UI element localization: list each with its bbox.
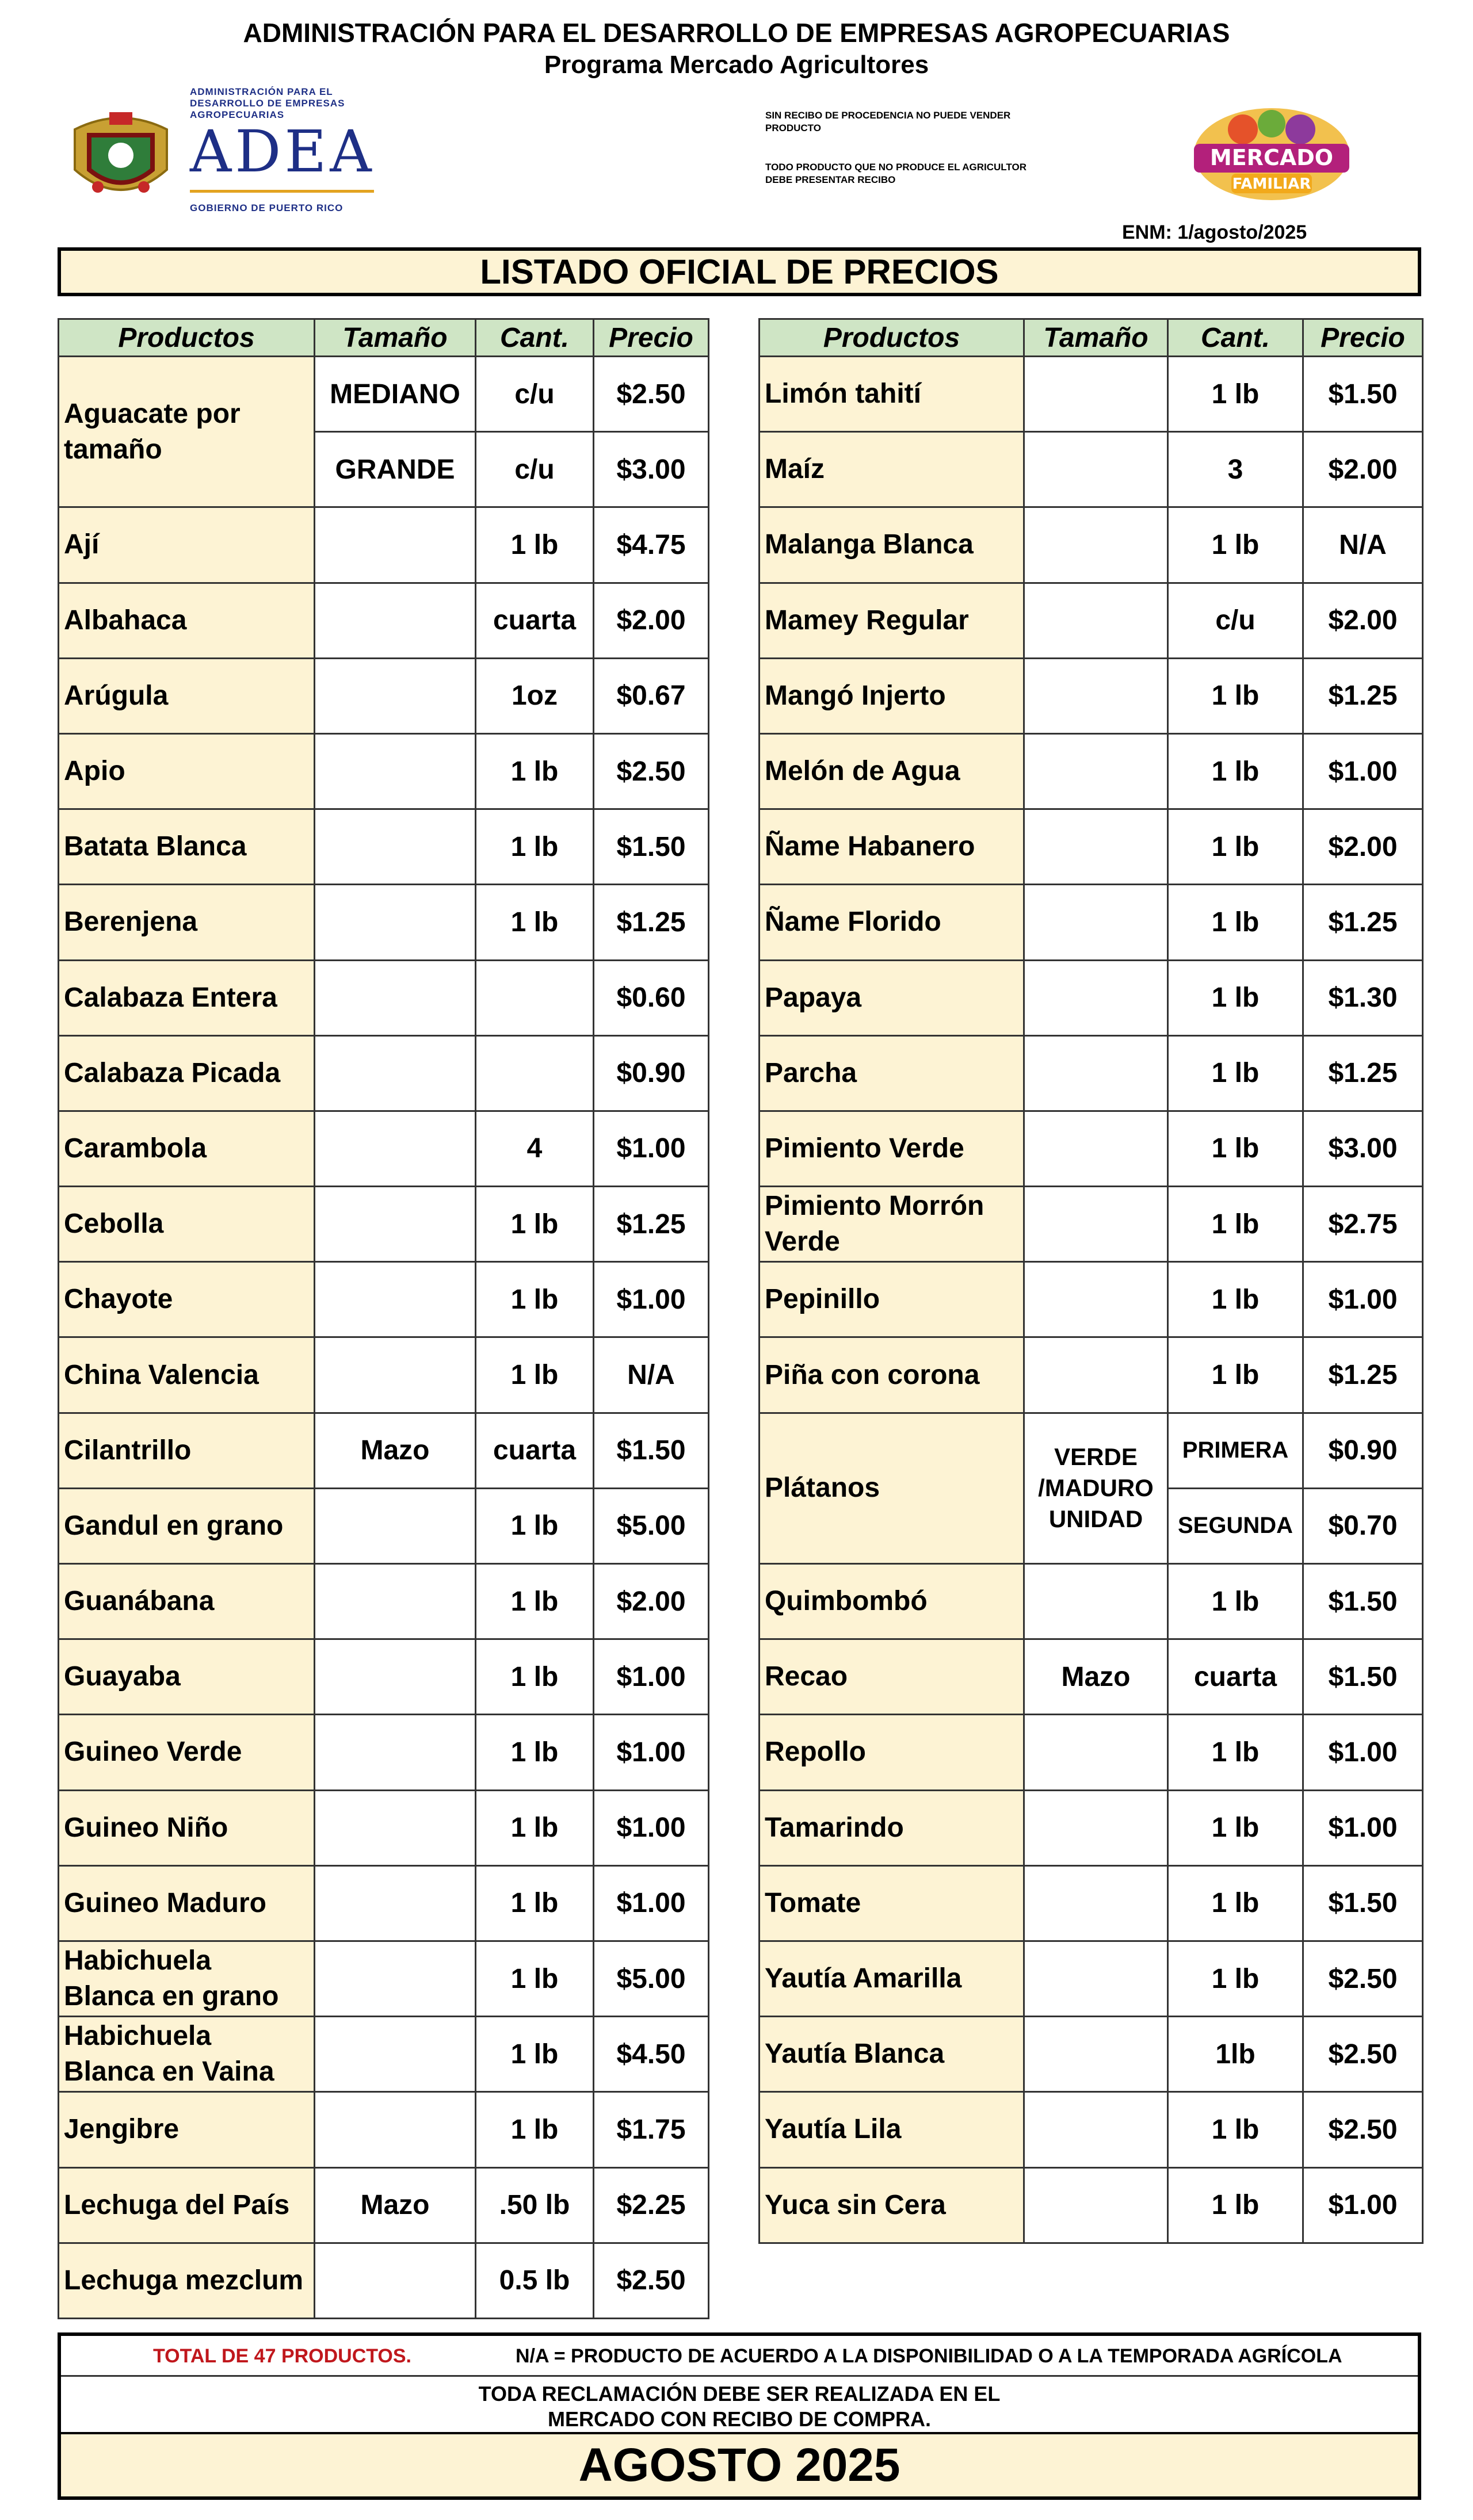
product-size [1024, 733, 1168, 809]
product-qty: 1 lb [476, 1262, 594, 1337]
table-row [760, 658, 1423, 733]
table-row [59, 2167, 709, 2243]
product-price: $3.00 [594, 432, 709, 507]
product-name: Parcha [760, 1035, 1024, 1111]
column-header-product: Productos [760, 319, 1024, 357]
product-name: Habichuela Blanca en Vaina [59, 2017, 315, 2092]
total-products: TOTAL DE 47 PRODUCTOS. [153, 2345, 412, 2367]
product-size [315, 2017, 476, 2092]
product-name: Habichuela Blanca en grano [59, 1941, 315, 2016]
product-name: Cebolla [59, 1187, 315, 1262]
footer-info-row [61, 2336, 1418, 2377]
table-row [760, 583, 1423, 658]
product-size [315, 2092, 476, 2167]
product-size [1024, 960, 1168, 1035]
adea-logo-underline [190, 190, 374, 193]
product-name: Lechuga del País [59, 2167, 315, 2243]
product-qty: 1 lb [1168, 1262, 1303, 1337]
product-price: $4.50 [594, 2017, 709, 2092]
product-qty: 1 lb [476, 1564, 594, 1639]
product-qty: 1 lb [1168, 1564, 1303, 1639]
product-name: Guanábana [59, 1564, 315, 1639]
product-size [1024, 809, 1168, 885]
product-price: $2.00 [594, 1564, 709, 1639]
footer-box [58, 2332, 1421, 2500]
document-subtitle: Programa Mercado Agricultores [544, 51, 929, 79]
product-price: $1.00 [1303, 2167, 1423, 2243]
table-row [760, 2017, 1423, 2092]
product-name: Pepinillo [760, 1262, 1024, 1337]
product-qty: 1lb [1168, 2017, 1303, 2092]
product-price: $1.50 [594, 809, 709, 885]
product-price: $2.00 [1303, 432, 1423, 507]
product-name: Papaya [760, 960, 1024, 1035]
product-qty: 1 lb [1168, 1865, 1303, 1941]
document-title: ADMINISTRACIÓN PARA EL DESARROLLO DE EMPRESAS AGROPECUARIAS [243, 18, 1230, 48]
product-size: Mazo [315, 2167, 476, 2243]
product-price: $1.25 [594, 885, 709, 960]
product-price: $1.50 [1303, 357, 1423, 432]
product-name: Pimiento Verde [760, 1111, 1024, 1186]
product-size [1024, 2092, 1168, 2167]
product-name: Melón de Agua [760, 733, 1024, 809]
adea-government-text: GOBIERNO DE PUERTO RICO [190, 202, 344, 213]
product-name: Yautía Amarilla [760, 1941, 1024, 2016]
table-row [760, 2092, 1423, 2167]
table-row [760, 960, 1423, 1035]
table-row [59, 1187, 709, 1262]
product-size [1024, 432, 1168, 507]
product-price: $1.25 [1303, 658, 1423, 733]
product-price: $2.50 [1303, 2092, 1423, 2167]
mercado-familiar-logo-icon [1185, 104, 1358, 201]
claim-line-2: MERCADO CON RECIBO DE COMPRA. [547, 2407, 932, 2431]
product-size [315, 2243, 476, 2318]
product-qty: 1 lb [1168, 357, 1303, 432]
product-qty: 1 lb [476, 1865, 594, 1941]
table-row [760, 432, 1423, 507]
column-header-size: Tamaño [1024, 319, 1168, 357]
product-qty: 1 lb [476, 1790, 594, 1865]
product-price: $1.25 [1303, 1337, 1423, 1413]
product-price: $1.00 [594, 1639, 709, 1715]
product-size [1024, 658, 1168, 733]
product-qty: 1 lb [476, 507, 594, 583]
product-size [1024, 1337, 1168, 1413]
product-size: VERDE /MADURO UNIDAD [1024, 1413, 1168, 1563]
product-name: Lechuga mezclum [59, 2243, 315, 2318]
product-qty: c/u [476, 357, 594, 432]
product-qty: 1 lb [1168, 1941, 1303, 2016]
table-row [59, 507, 709, 583]
product-name: Guineo Maduro [59, 1865, 315, 1941]
table-row [760, 1715, 1423, 1790]
product-qty: 1 lb [476, 1337, 594, 1413]
product-price: $1.00 [1303, 1790, 1423, 1865]
product-qty: 1 lb [476, 1187, 594, 1262]
product-qty: 1 lb [1168, 1111, 1303, 1186]
product-size [315, 1035, 476, 1111]
product-name: Yautía Lila [760, 2092, 1024, 2167]
product-name: Arúgula [59, 658, 315, 733]
table-row [59, 1035, 709, 1111]
product-size [1024, 357, 1168, 432]
product-price: $1.00 [1303, 1262, 1423, 1337]
product-price: $0.70 [1303, 1488, 1423, 1563]
product-name: Chayote [59, 1262, 315, 1337]
product-name: Carambola [59, 1111, 315, 1186]
product-name: Repollo [760, 1715, 1024, 1790]
product-qty: 1 lb [476, 809, 594, 885]
table-row [59, 2017, 709, 2092]
producer-notice: TODO PRODUCTO QUE NO PRODUCE EL AGRICULTOR DEBE PRESENTAR RECIBO [765, 162, 1026, 185]
product-qty [476, 1035, 594, 1111]
product-name: Guayaba [59, 1639, 315, 1715]
table-row [760, 1790, 1423, 1865]
product-size [315, 507, 476, 583]
product-size: Mazo [315, 1413, 476, 1488]
product-name: Guineo Verde [59, 1715, 315, 1790]
product-size [315, 1715, 476, 1790]
product-price: $1.25 [1303, 1035, 1423, 1111]
product-size [315, 960, 476, 1035]
product-price: $2.25 [594, 2167, 709, 2243]
price-list-banner: LISTADO OFICIAL DE PRECIOS [58, 247, 1421, 296]
product-name: Guineo Niño [59, 1790, 315, 1865]
product-name: Gandul en grano [59, 1488, 315, 1563]
product-size [1024, 1187, 1168, 1262]
product-name: Jengibre [59, 2092, 315, 2167]
table-row [59, 1564, 709, 1639]
na-note: N/A = PRODUCTO DE ACUERDO A LA DISPONIBILIDAD O A LA TEMPORADA AGRÍCOLA [516, 2345, 1342, 2367]
product-name: Ñame Habanero [760, 809, 1024, 885]
product-qty: 1 lb [1168, 1715, 1303, 1790]
right-price-table [758, 318, 1424, 2244]
product-qty: 1 lb [1168, 507, 1303, 583]
product-qty: 1 lb [476, 1715, 594, 1790]
product-price: $1.00 [594, 1262, 709, 1337]
column-header-price: Precio [1303, 319, 1423, 357]
product-qty: 1 lb [1168, 960, 1303, 1035]
product-price: $2.00 [594, 583, 709, 658]
product-size [1024, 2017, 1168, 2092]
product-name: Plátanos [760, 1413, 1024, 1563]
table-row [59, 960, 709, 1035]
table-row [59, 357, 709, 432]
table-row [59, 2243, 709, 2318]
product-qty: 3 [1168, 432, 1303, 507]
table-row [760, 1413, 1423, 1488]
product-name: Tamarindo [760, 1790, 1024, 1865]
product-price: $4.75 [594, 507, 709, 583]
product-price: $3.00 [1303, 1111, 1423, 1186]
enm-date: ENM: 1/agosto/2025 [1122, 221, 1307, 243]
product-name: Batata Blanca [59, 809, 315, 885]
table-row [760, 1639, 1423, 1715]
table-row [59, 1715, 709, 1790]
product-size: MEDIANO [315, 357, 476, 432]
product-size [1024, 1262, 1168, 1337]
product-name: Albahaca [59, 583, 315, 658]
product-size: Mazo [1024, 1639, 1168, 1715]
product-size: GRANDE [315, 432, 476, 507]
product-qty: 4 [476, 1111, 594, 1186]
product-qty: 1 lb [476, 1941, 594, 2016]
product-size [1024, 885, 1168, 960]
product-qty: 1 lb [476, 1488, 594, 1563]
product-name: Limón tahití [760, 357, 1024, 432]
product-name: Calabaza Entera [59, 960, 315, 1035]
product-qty: 1 lb [1168, 733, 1303, 809]
product-price: $1.00 [1303, 733, 1423, 809]
product-qty: .50 lb [476, 2167, 594, 2243]
product-qty: 1 lb [1168, 1187, 1303, 1262]
product-qty: 1 lb [476, 2092, 594, 2167]
product-price: $1.00 [1303, 1715, 1423, 1790]
table-header-row [59, 319, 709, 357]
table-row [59, 1337, 709, 1413]
product-size [315, 1488, 476, 1563]
product-size [315, 733, 476, 809]
product-price: $2.50 [1303, 2017, 1423, 2092]
product-qty: 1 lb [476, 2017, 594, 2092]
product-qty: 1 lb [1168, 2092, 1303, 2167]
table-row [59, 583, 709, 658]
product-price: $0.90 [594, 1035, 709, 1111]
column-header-price: Precio [594, 319, 709, 357]
table-row [760, 2167, 1423, 2243]
product-price: $1.50 [1303, 1865, 1423, 1941]
product-size [315, 1639, 476, 1715]
table-row [59, 1941, 709, 2016]
product-size [315, 1111, 476, 1186]
product-size [315, 1187, 476, 1262]
table-row [59, 1790, 709, 1865]
product-size [1024, 1035, 1168, 1111]
product-price: $0.60 [594, 960, 709, 1035]
product-size [1024, 583, 1168, 658]
product-price: $0.67 [594, 658, 709, 733]
month-label: AGOSTO 2025 [61, 2434, 1418, 2496]
product-price: N/A [1303, 507, 1423, 583]
table-row [760, 1564, 1423, 1639]
column-header-qty: Cant. [476, 319, 594, 357]
table-row [59, 809, 709, 885]
product-price: $1.25 [594, 1187, 709, 1262]
table-row [59, 1639, 709, 1715]
table-row [760, 885, 1423, 960]
product-price: $0.90 [1303, 1413, 1423, 1488]
column-header-product: Productos [59, 319, 315, 357]
product-qty: SEGUNDA [1168, 1488, 1303, 1563]
table-row [760, 1941, 1423, 2016]
table-row [760, 809, 1423, 885]
product-size [1024, 1865, 1168, 1941]
product-price: $1.50 [1303, 1564, 1423, 1639]
product-price: $1.50 [594, 1413, 709, 1488]
puerto-rico-seal-icon [63, 101, 178, 210]
product-qty: cuarta [476, 583, 594, 658]
claim-notice [61, 2377, 1418, 2434]
product-name: China Valencia [59, 1337, 315, 1413]
product-size [315, 583, 476, 658]
column-header-size: Tamaño [315, 319, 476, 357]
table-row [760, 357, 1423, 432]
table-row [760, 1337, 1423, 1413]
table-row [760, 733, 1423, 809]
product-price: $2.00 [1303, 583, 1423, 658]
product-qty: 1 lb [1168, 658, 1303, 733]
product-qty: 1 lb [1168, 885, 1303, 960]
product-price: $1.00 [594, 1865, 709, 1941]
product-size [315, 1564, 476, 1639]
product-size [1024, 1111, 1168, 1186]
product-size [1024, 2167, 1168, 2243]
product-size [315, 885, 476, 960]
product-name: Cilantrillo [59, 1413, 315, 1488]
table-row [59, 885, 709, 960]
product-price: $2.50 [594, 2243, 709, 2318]
product-qty: 0.5 lb [476, 2243, 594, 2318]
product-name: Yuca sin Cera [760, 2167, 1024, 2243]
product-qty: 1 lb [1168, 1790, 1303, 1865]
product-price: N/A [594, 1337, 709, 1413]
product-price: $1.00 [594, 1715, 709, 1790]
table-row [59, 733, 709, 809]
product-qty [476, 960, 594, 1035]
product-name: Pimiento Morrón Verde [760, 1187, 1024, 1262]
product-price: $1.00 [594, 1790, 709, 1865]
product-name: Apio [59, 733, 315, 809]
product-qty: 1 lb [1168, 1035, 1303, 1111]
product-qty: c/u [476, 432, 594, 507]
table-row [59, 1262, 709, 1337]
product-price: $1.75 [594, 2092, 709, 2167]
product-size [315, 1262, 476, 1337]
product-name: Tomate [760, 1865, 1024, 1941]
product-name: Piña con corona [760, 1337, 1024, 1413]
product-qty: 1 lb [1168, 809, 1303, 885]
product-size [1024, 1790, 1168, 1865]
product-name: Malanga Blanca [760, 507, 1024, 583]
product-name: Aguacate por tamaño [59, 357, 315, 507]
product-price: $2.00 [1303, 809, 1423, 885]
table-row [59, 1865, 709, 1941]
product-name: Yautía Blanca [760, 2017, 1024, 2092]
product-name: Recao [760, 1639, 1024, 1715]
table-row [760, 1035, 1423, 1111]
product-name: Maíz [760, 432, 1024, 507]
product-size [315, 1790, 476, 1865]
product-qty: 1 lb [476, 1639, 594, 1715]
product-qty: 1 lb [1168, 1337, 1303, 1413]
table-row [59, 1488, 709, 1563]
table-row [760, 1262, 1423, 1337]
product-size [1024, 1715, 1168, 1790]
product-price: $2.75 [1303, 1187, 1423, 1262]
table-row [59, 1413, 709, 1488]
product-name: Mangó Injerto [760, 658, 1024, 733]
adea-logo-text: ADEA [190, 118, 375, 185]
product-size [1024, 1564, 1168, 1639]
claim-line-1: TODA RECLAMACIÓN DEBE SER REALIZADA EN EL [478, 2382, 1001, 2406]
mercado-logo-line2: FAMILIAR [1232, 175, 1311, 193]
product-qty: cuarta [476, 1413, 594, 1488]
product-name: Ají [59, 507, 315, 583]
product-price: $2.50 [1303, 1941, 1423, 2016]
product-qty: c/u [1168, 583, 1303, 658]
product-size [315, 1941, 476, 2016]
product-size [1024, 507, 1168, 583]
product-price: $2.50 [594, 733, 709, 809]
table-row [59, 658, 709, 733]
product-price: $1.50 [1303, 1639, 1423, 1715]
table-row [760, 507, 1423, 583]
product-price: $5.00 [594, 1941, 709, 2016]
left-price-table [58, 318, 709, 2319]
product-qty: cuarta [1168, 1639, 1303, 1715]
product-size [1024, 1941, 1168, 2016]
product-qty: 1 lb [476, 885, 594, 960]
product-size [315, 658, 476, 733]
adea-agency-name: ADMINISTRACIÓN PARA EL DESARROLLO DE EMPRESAS AGROPECUARIAS [190, 86, 345, 120]
product-qty: 1 lb [1168, 2167, 1303, 2243]
product-qty: 1 lb [476, 733, 594, 809]
product-size [315, 809, 476, 885]
product-price: $1.00 [594, 1111, 709, 1186]
table-row [760, 1187, 1423, 1262]
product-price: $1.25 [1303, 885, 1423, 960]
product-qty: 1oz [476, 658, 594, 733]
table-row [59, 1111, 709, 1186]
receipt-notice: SIN RECIBO DE PROCEDENCIA NO PUEDE VENDER PRODUCTO [765, 110, 1011, 133]
product-price: $2.50 [594, 357, 709, 432]
product-name: Quimbombó [760, 1564, 1024, 1639]
product-price: $5.00 [594, 1488, 709, 1563]
mercado-logo-line1: MERCADO [1209, 145, 1334, 170]
product-qty: PRIMERA [1168, 1413, 1303, 1488]
product-size [315, 1337, 476, 1413]
product-name: Berenjena [59, 885, 315, 960]
product-size [315, 1865, 476, 1941]
table-header-row [760, 319, 1423, 357]
product-name: Calabaza Picada [59, 1035, 315, 1111]
product-price: $1.30 [1303, 960, 1423, 1035]
table-row [760, 1111, 1423, 1186]
product-name: Ñame Florido [760, 885, 1024, 960]
table-row [59, 2092, 709, 2167]
table-row [760, 1865, 1423, 1941]
column-header-qty: Cant. [1168, 319, 1303, 357]
product-name: Mamey Regular [760, 583, 1024, 658]
